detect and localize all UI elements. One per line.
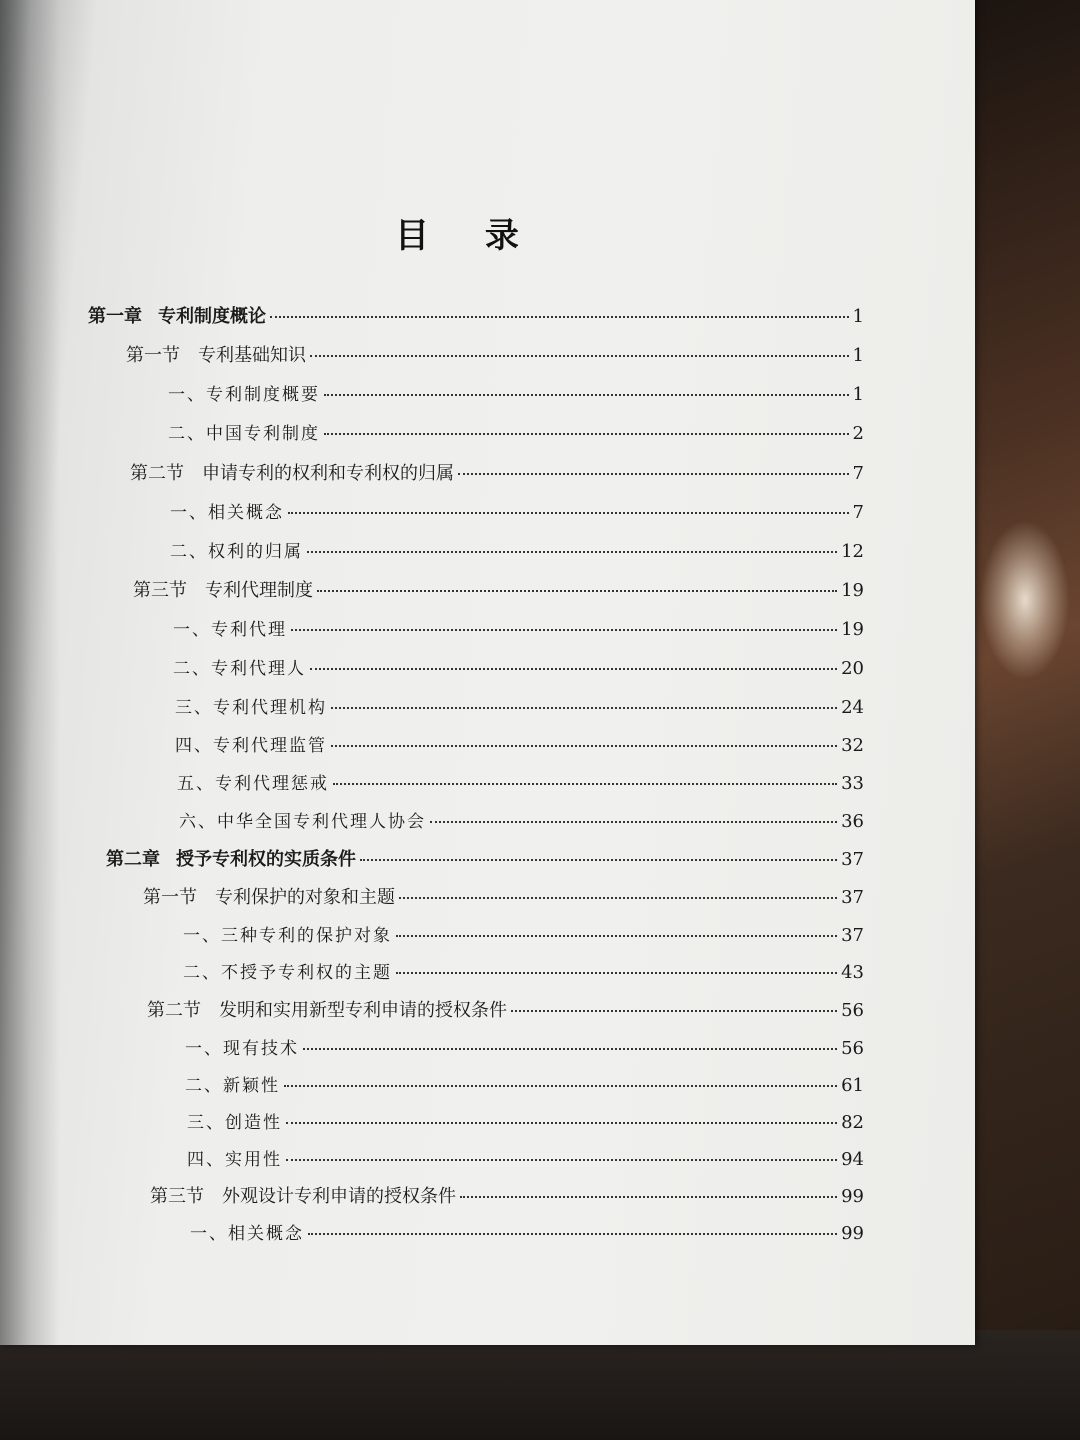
dot-leader [324, 433, 849, 435]
item-title: 四、专利代理监管 [175, 736, 327, 756]
dot-leader [284, 1085, 837, 1087]
chapter-title: 授予专利权的实质条件 [176, 849, 356, 870]
page-number: 33 [841, 773, 864, 794]
dot-leader [511, 1010, 837, 1012]
table-background [960, 0, 1080, 1440]
dot-leader [458, 473, 849, 475]
section-number: 第三节 [150, 1186, 204, 1207]
section-title: 发明和实用新型专利申请的授权条件 [219, 1000, 507, 1021]
section-title: 专利保护的对象和主题 [215, 887, 395, 908]
item-title: 一、相关概念 [170, 503, 284, 523]
page-number: 1 [852, 306, 864, 327]
item-title: 一、专利代理 [173, 620, 287, 640]
page-title: 目 录 [395, 216, 541, 256]
toc-entry [173, 654, 864, 682]
dot-leader [331, 745, 837, 747]
dot-leader [286, 1122, 837, 1124]
page-number: 7 [852, 463, 864, 484]
toc-entry [150, 1182, 864, 1210]
page-number: 1 [852, 384, 864, 405]
dot-leader [333, 783, 837, 785]
page-number: 43 [841, 962, 864, 983]
page-number: 82 [841, 1112, 864, 1133]
dot-leader [430, 821, 837, 823]
section-number: 第一节 [126, 345, 180, 366]
toc-entry [106, 845, 864, 873]
dot-leader [307, 551, 837, 553]
item-title: 二、专利代理人 [173, 659, 306, 679]
toc-entry [177, 769, 864, 797]
toc-entry [185, 1071, 864, 1099]
dot-leader [286, 1159, 837, 1161]
toc-entry [170, 537, 864, 565]
section-title: 专利基础知识 [198, 345, 306, 366]
item-title: 二、中国专利制度 [168, 424, 320, 444]
page-number: 2 [852, 423, 864, 444]
page-number: 37 [841, 887, 864, 908]
toc-entry [173, 615, 864, 643]
toc-entry [147, 996, 864, 1024]
chapter-number: 第一章 [88, 306, 142, 327]
page-number: 56 [841, 1038, 864, 1059]
page-number: 20 [841, 658, 864, 679]
section-title: 申请专利的权利和专利权的归属 [202, 463, 454, 484]
item-title: 二、新颖性 [185, 1076, 280, 1096]
section-title: 专利代理制度 [205, 580, 313, 601]
item-title: 二、权利的归属 [170, 542, 303, 562]
light-glare [980, 520, 1070, 680]
item-title: 三、创造性 [187, 1113, 282, 1133]
item-title: 一、专利制度概要 [168, 385, 320, 405]
dot-leader [399, 897, 837, 899]
item-title: 五、专利代理惩戒 [177, 774, 329, 794]
dot-leader [324, 394, 849, 396]
page-number: 12 [841, 541, 864, 562]
toc-entry [190, 1219, 864, 1247]
toc-entry [183, 921, 864, 949]
page-number: 1 [852, 345, 864, 366]
toc-entry [183, 958, 864, 986]
section-number: 第二节 [130, 463, 184, 484]
dot-leader [396, 935, 837, 937]
section-number: 第一节 [143, 887, 197, 908]
dot-leader [360, 859, 837, 861]
item-title: 一、三种专利的保护对象 [183, 926, 392, 946]
page-number: 24 [841, 697, 864, 718]
dot-leader [288, 512, 849, 514]
dot-leader [396, 972, 837, 974]
item-title: 六、中华全国专利代理人协会 [179, 812, 426, 832]
toc-entry [126, 341, 864, 369]
dot-leader [308, 1233, 837, 1235]
dot-leader [291, 629, 837, 631]
page-number: 56 [841, 1000, 864, 1021]
dot-leader [303, 1048, 837, 1050]
page-number: 7 [852, 502, 864, 523]
dot-leader [331, 707, 837, 709]
item-title: 四、实用性 [187, 1150, 282, 1170]
toc-entry [143, 883, 864, 911]
page-number: 32 [841, 735, 864, 756]
item-title: 二、不授予专利权的主题 [183, 963, 392, 983]
toc-entry [170, 498, 864, 526]
dot-leader [310, 355, 849, 357]
page-number: 19 [841, 580, 864, 601]
page-gutter-shadow [0, 0, 60, 1345]
toc-entry [179, 807, 864, 835]
page-number: 94 [841, 1149, 864, 1170]
toc-entry [175, 731, 864, 759]
toc-entry [187, 1108, 864, 1136]
dot-leader [310, 668, 837, 670]
section-number: 第二节 [147, 1000, 201, 1021]
dot-leader [270, 316, 849, 318]
page-number: 99 [841, 1223, 864, 1244]
dot-leader [317, 590, 837, 592]
section-number: 第三节 [133, 580, 187, 601]
toc-entry [175, 693, 864, 721]
item-title: 三、专利代理机构 [175, 698, 327, 718]
item-title: 一、现有技术 [185, 1039, 299, 1059]
page-number: 99 [841, 1186, 864, 1207]
page-number: 19 [841, 619, 864, 640]
dot-leader [460, 1196, 837, 1198]
toc-entry [185, 1034, 864, 1062]
page-number: 37 [841, 925, 864, 946]
toc-entry [187, 1145, 864, 1173]
page-number: 36 [841, 811, 864, 832]
page-number: 61 [841, 1075, 864, 1096]
toc-entry [88, 302, 864, 330]
chapter-title: 专利制度概论 [158, 306, 266, 327]
toc-entry [133, 576, 864, 604]
section-title: 外观设计专利申请的授权条件 [222, 1186, 456, 1207]
toc-entry [168, 380, 864, 408]
toc-entry [168, 419, 864, 447]
item-title: 一、相关概念 [190, 1224, 304, 1244]
toc-entry [130, 459, 864, 487]
page-number: 37 [841, 849, 864, 870]
floor-background [0, 1330, 1080, 1440]
chapter-number: 第二章 [106, 849, 160, 870]
